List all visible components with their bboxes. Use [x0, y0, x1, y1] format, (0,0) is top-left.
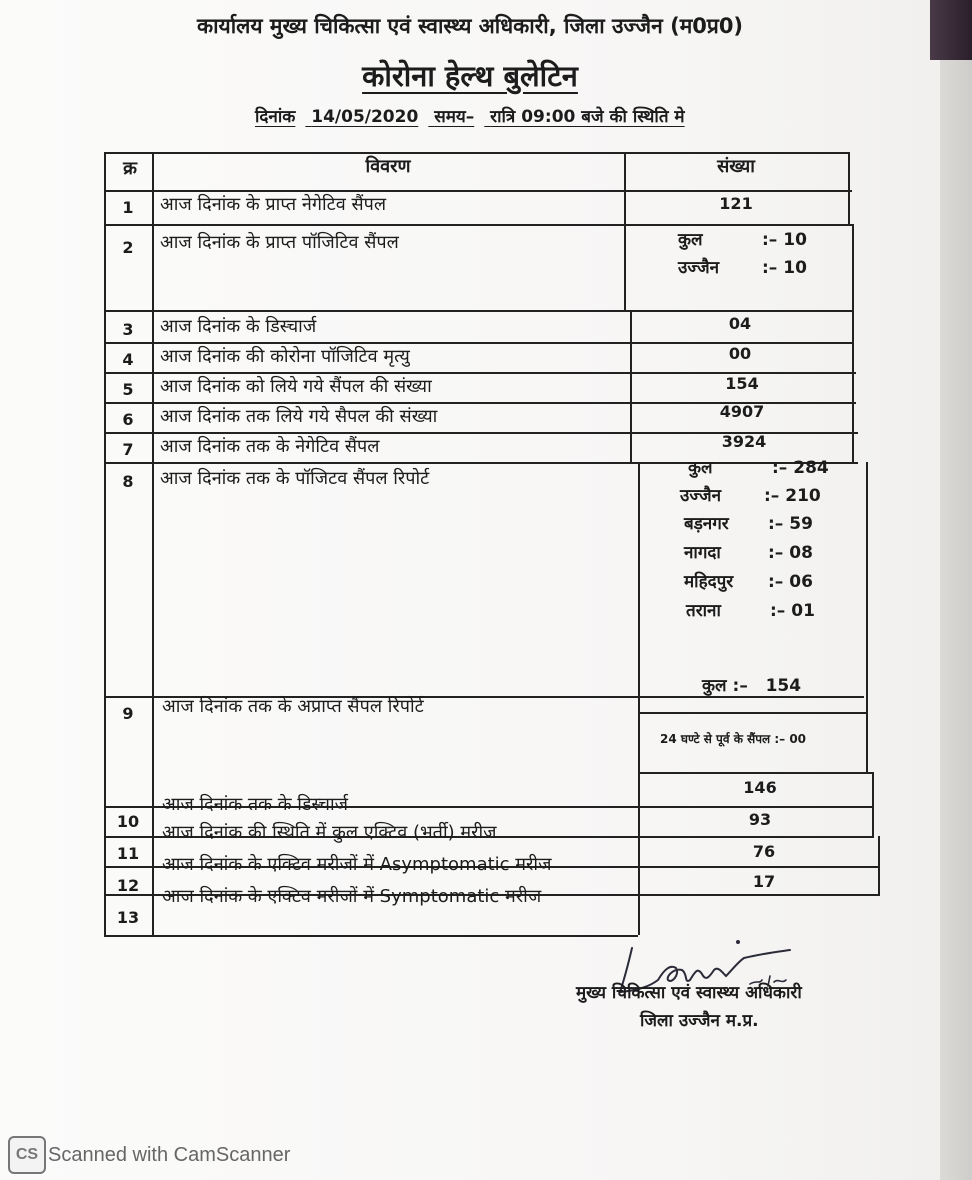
breakdown-separator: :– [772, 458, 788, 478]
row-1-description: आज दिनांक के प्राप्त नेगेटिव सैंपल [160, 194, 387, 215]
table-rule [104, 190, 852, 192]
row-2-sno: 2 [122, 238, 134, 257]
row-7-description: आज दिनांक तक के नेगेटिव सैंपल [160, 436, 380, 457]
row-13-sno: 13 [116, 908, 140, 927]
row-8-breakdown-mahidpur [684, 574, 813, 591]
breakdown-label: कुल [688, 458, 713, 478]
breakdown-value: 08 [789, 543, 813, 563]
row-2-breakdown-total [678, 232, 807, 249]
table-border-bottom [104, 935, 638, 937]
table-border-right [866, 462, 868, 772]
row-10-value: 146 [743, 778, 777, 797]
table-border-right [848, 152, 850, 224]
row-4-value: 00 [728, 344, 752, 363]
table-border-right [852, 224, 854, 462]
camscanner-text: Scanned with CamScanner [48, 1143, 291, 1166]
breakdown-separator: :– [768, 514, 784, 534]
row-8-description: आज दिनांक तक के पॉजिटव सैंपल रिपोर्ट [160, 468, 430, 489]
signatory-district: जिला उज्जैन म.प्र. [640, 1011, 759, 1031]
row-9-breakdown-total [702, 678, 801, 695]
row-7-value: 3924 [721, 432, 767, 451]
breakdown-value: 06 [789, 572, 813, 592]
table-column-rule [152, 152, 154, 935]
row-8-sno: 8 [122, 472, 134, 491]
breakdown-separator: :– [768, 543, 784, 563]
row-11-value: 93 [748, 810, 772, 829]
breakdown-value: 284 [793, 458, 829, 478]
row-11-sno: 11 [116, 844, 140, 863]
breakdown-label: नागदा [684, 543, 721, 563]
camscanner-logo-icon: CS [8, 1136, 46, 1174]
header-description: विवरण [365, 156, 411, 177]
table-border-top [104, 152, 850, 154]
breakdown-separator: :– [762, 258, 778, 278]
breakdown-label: बड़नगर [684, 514, 729, 534]
breakdown-value: 10 [783, 230, 807, 250]
breakdown-separator: :– [768, 572, 784, 592]
row-12-description: आज दिनांक के एक्टिव मरीजों में Asymptomatic मरीज [162, 854, 552, 875]
row-8-breakdown-total [688, 460, 829, 477]
breakdown-separator: :– [762, 230, 778, 250]
row-5-description: आज दिनांक को लिये गये सैंपल की संख्या [160, 376, 432, 397]
date-line [255, 104, 695, 127]
date-label: दिनांक [255, 107, 296, 127]
row-3-sno: 3 [122, 320, 134, 339]
row-10-description: आज दिनांक तक के डिस्चार्ज [162, 794, 348, 815]
table-rule [640, 712, 866, 714]
row-9-note: 24 घण्टे से पूर्व के सैंपल :– 00 [660, 732, 807, 746]
date-value: 14/05/2020 [311, 107, 419, 127]
row-3-value: 04 [728, 314, 752, 333]
camscanner-watermark [8, 1136, 290, 1174]
table-rule [104, 310, 854, 312]
row-13-value: 17 [752, 872, 776, 891]
row-1-sno: 1 [122, 198, 134, 217]
row-8-breakdown-nagda [684, 545, 813, 562]
table-rule [104, 224, 852, 226]
row-8-breakdown-ujjain [680, 488, 821, 505]
row-6-sno: 6 [122, 410, 134, 429]
breakdown-separator: :– [732, 676, 748, 696]
row-2-breakdown-ujjain [678, 260, 807, 277]
header-count: संख्या [717, 156, 755, 177]
breakdown-separator: :– [764, 486, 780, 506]
row-3-description: आज दिनांक के डिस्चार्ज [160, 316, 317, 337]
breakdown-label: उज्जैन [680, 486, 722, 506]
table-rule [640, 772, 872, 774]
row-13-description: आज दिनांक के एक्टिव मरीजों में Symptomatic मरीज [162, 886, 542, 907]
scan-background-light [940, 60, 972, 1180]
row-6-description: आज दिनांक तक लिये गये सैपल की संख्या [160, 406, 438, 427]
row-8-breakdown-tarana [686, 603, 815, 620]
breakdown-separator: :– [770, 601, 786, 621]
breakdown-label: कुल [678, 230, 703, 250]
breakdown-value: 59 [789, 514, 813, 534]
row-12-sno: 12 [116, 876, 140, 895]
bulletin-title: कोरोना हेल्थ बुलेटिन [362, 59, 578, 93]
breakdown-label: उज्जैन [678, 258, 720, 278]
table-column-rule [638, 462, 640, 935]
signatory-designation: मुख्य चिकित्सा एवं स्वास्थ्य अधिकारी [576, 983, 802, 1003]
row-4-sno: 4 [122, 350, 134, 369]
breakdown-label: कुल [702, 676, 727, 696]
office-heading: कार्यालय मुख्य चिकित्सा एवं स्वास्थ्य अधिकारी, जिला उज्जैन (म0प्र0) [196, 14, 744, 38]
row-12-value: 76 [752, 842, 776, 861]
row-1-value: 121 [719, 194, 753, 213]
row-7-sno: 7 [122, 440, 134, 459]
row-5-sno: 5 [122, 380, 134, 399]
breakdown-value: 210 [785, 486, 821, 506]
breakdown-value: 01 [791, 601, 815, 621]
row-9-sno: 9 [122, 704, 134, 723]
breakdown-label: महिदपुर [684, 572, 734, 592]
header-sno: क्र [123, 158, 137, 179]
time-value: रात्रि 09:00 बजे की स्थिति मे [490, 107, 685, 127]
breakdown-value: 154 [765, 676, 802, 696]
row-10-sno: 10 [116, 812, 140, 831]
breakdown-value: 10 [783, 258, 807, 278]
time-label: समय– [434, 107, 475, 127]
row-5-value: 154 [725, 374, 759, 393]
row-11-description: आज दिनांक की स्थिति में कुल एक्टिव (भर्ती) मरीज [162, 822, 497, 843]
row-9-description: आज दिनांक तक के अप्राप्त सैंपल रिपोर्ट [162, 696, 424, 717]
row-6-value: 4907 [719, 402, 765, 421]
row-2-description: आज दिनांक के प्राप्त पॉजिटिव सैंपल [160, 232, 399, 253]
row-8-breakdown-badnagar [684, 516, 813, 533]
breakdown-label: तराना [686, 601, 721, 621]
row-4-description: आज दिनांक की कोरोना पॉजिटिव मृत्यु [160, 346, 410, 367]
